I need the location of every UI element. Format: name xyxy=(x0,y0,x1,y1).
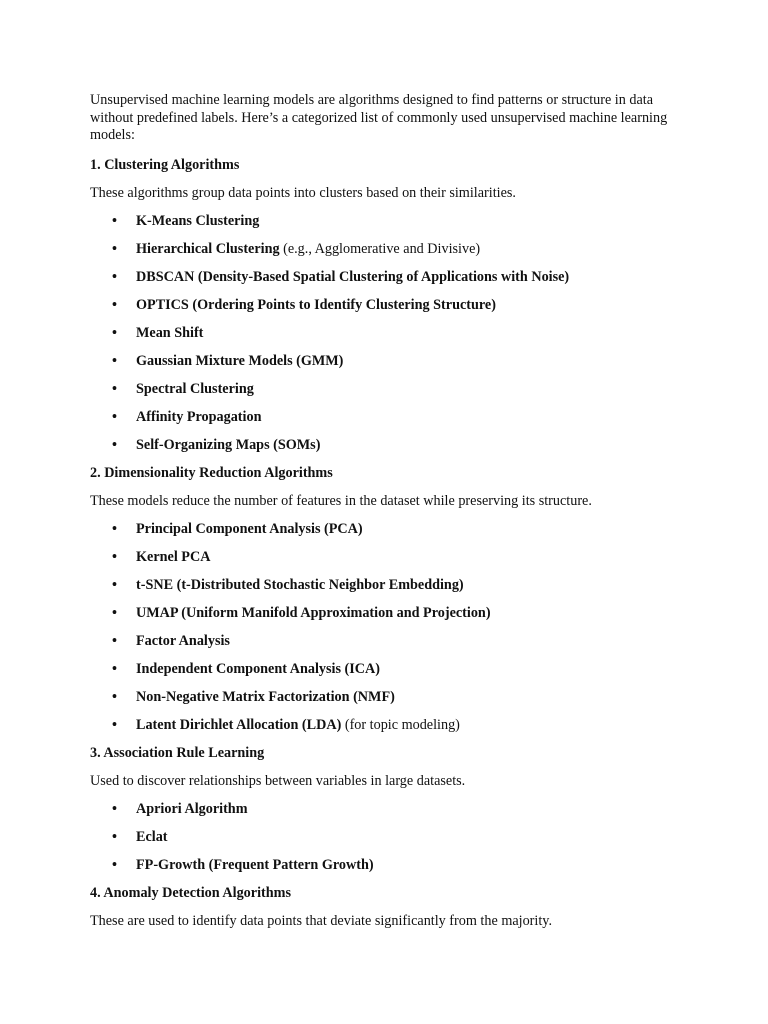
item-name: Spectral Clustering xyxy=(136,381,254,397)
bullet-icon: • xyxy=(112,437,117,453)
bullet-icon: • xyxy=(112,269,117,285)
bullet-icon: • xyxy=(112,633,117,649)
list-item xyxy=(112,240,480,258)
list-item xyxy=(112,604,491,622)
list-item xyxy=(112,660,380,678)
item-name: Independent Component Analysis (ICA) xyxy=(136,661,380,677)
list-item xyxy=(112,856,374,874)
item-name: OPTICS (Ordering Points to Identify Clustering Structure) xyxy=(136,297,496,313)
bullet-icon: • xyxy=(112,577,117,593)
item-name: Mean Shift xyxy=(136,325,204,341)
bullet-icon: • xyxy=(112,717,117,733)
item-name: DBSCAN (Density-Based Spatial Clustering of Applications with Noise) xyxy=(136,269,570,285)
list-item xyxy=(112,828,168,846)
bullet-icon: • xyxy=(112,353,117,369)
bullet-icon: • xyxy=(112,689,117,705)
bullet-icon: • xyxy=(112,381,117,397)
bullet-icon: • xyxy=(112,297,117,313)
bullet-icon: • xyxy=(112,829,117,845)
list-item xyxy=(112,352,343,370)
section-heading: 1. Clustering Algorithms xyxy=(90,157,240,173)
item-note: (for topic modeling) xyxy=(341,717,460,733)
bullet-icon: • xyxy=(112,521,117,537)
list-item xyxy=(112,520,363,538)
item-name: Principal Component Analysis (PCA) xyxy=(136,521,363,537)
list-item xyxy=(112,800,248,818)
bullet-icon: • xyxy=(112,409,117,425)
list-item xyxy=(112,296,496,314)
item-name: t-SNE (t-Distributed Stochastic Neighbor Embedding) xyxy=(136,577,464,593)
list-item xyxy=(112,436,320,454)
section-heading: 4. Anomaly Detection Algorithms xyxy=(90,885,291,901)
item-name: Latent Dirichlet Allocation (LDA) xyxy=(136,717,342,733)
item-name: Hierarchical Clustering xyxy=(136,241,280,257)
list-item xyxy=(112,688,395,706)
list-item xyxy=(112,212,259,230)
intro-paragraph: Unsupervised machine learning models are algorithms designed to find patterns or structure in data without predefined labels. Here’s a categorized list of commonly used unsupervised machine learning models: xyxy=(90,92,668,144)
bullet-icon: • xyxy=(112,605,117,621)
list-item xyxy=(112,548,210,566)
item-name: Non-Negative Matrix Factorization (NMF) xyxy=(136,689,395,705)
item-name: Apriori Algorithm xyxy=(136,801,248,817)
item-name: Self-Organizing Maps (SOMs) xyxy=(136,437,321,453)
bullet-icon: • xyxy=(112,661,117,677)
item-name: Kernel PCA xyxy=(136,549,211,565)
list-item xyxy=(112,408,261,426)
item-name: Factor Analysis xyxy=(136,633,230,649)
bullet-icon: • xyxy=(112,857,117,873)
bullet-icon: • xyxy=(112,241,117,257)
section-heading: 3. Association Rule Learning xyxy=(90,745,265,761)
section-description: These models reduce the number of features in the dataset while preserving its structure. xyxy=(90,493,592,509)
item-name: FP-Growth (Frequent Pattern Growth) xyxy=(136,857,374,873)
bullet-icon: • xyxy=(112,801,117,817)
section-description: These algorithms group data points into clusters based on their similarities. xyxy=(90,185,516,201)
list-item xyxy=(112,380,254,398)
section-description: These are used to identify data points that deviate significantly from the majority. xyxy=(90,913,553,929)
item-name: Eclat xyxy=(136,829,168,845)
item-note: (e.g., Agglomerative and Divisive) xyxy=(279,241,481,257)
section-heading: 2. Dimensionality Reduction Algorithms xyxy=(90,465,333,481)
section-description: Used to discover relationships between variables in large datasets. xyxy=(90,773,466,789)
bullet-icon: • xyxy=(112,325,117,341)
list-item xyxy=(112,576,464,594)
list-item xyxy=(112,324,203,342)
bullet-icon: • xyxy=(112,549,117,565)
bullet-icon: • xyxy=(112,213,117,229)
list-item xyxy=(112,632,230,650)
list-item xyxy=(112,716,460,734)
item-name: Affinity Propagation xyxy=(136,409,262,425)
item-name: UMAP (Uniform Manifold Approximation and Projection) xyxy=(136,605,491,621)
item-name: K-Means Clustering xyxy=(136,213,260,229)
item-name: Gaussian Mixture Models (GMM) xyxy=(136,353,344,369)
list-item xyxy=(112,268,569,286)
